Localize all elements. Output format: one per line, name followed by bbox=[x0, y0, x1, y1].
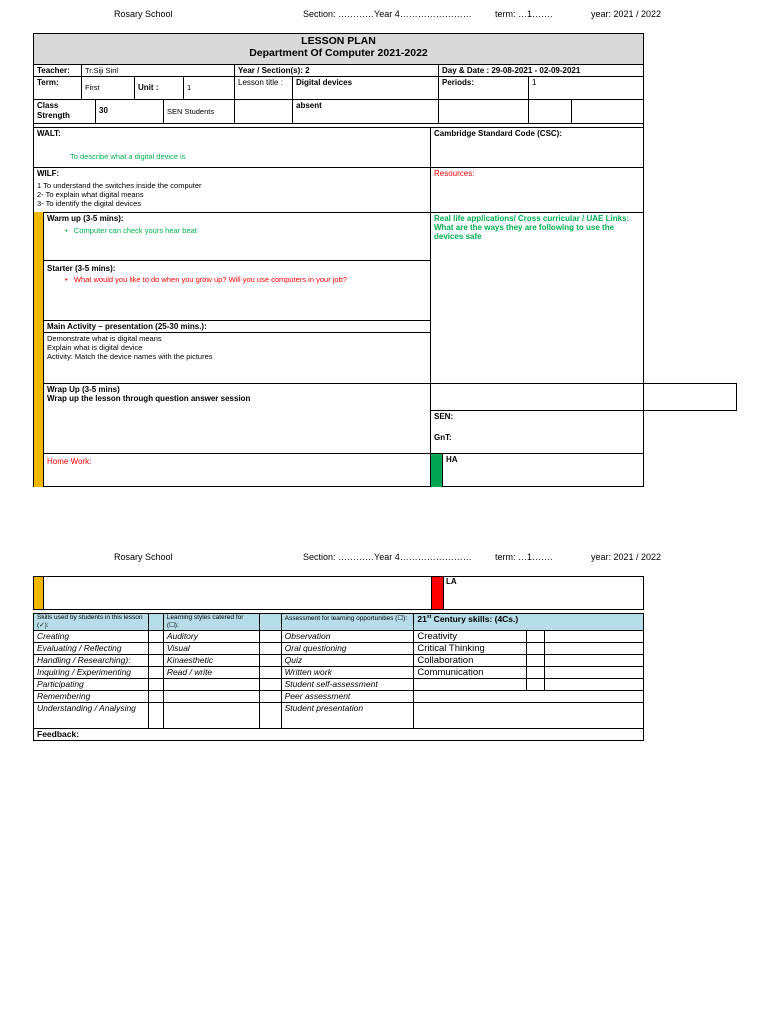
cskill-item bbox=[414, 691, 644, 703]
skill-checkbox[interactable] bbox=[148, 631, 163, 643]
styles-header: Learning styles catered for (☐): bbox=[163, 614, 259, 631]
homework-label: Home Work: bbox=[47, 457, 92, 466]
style-checkbox[interactable] bbox=[259, 631, 281, 643]
skill-checkbox[interactable] bbox=[148, 679, 163, 691]
skill-checkbox[interactable] bbox=[148, 667, 163, 679]
main-activity-item: Activity: Match the device names with the pictures bbox=[47, 352, 213, 361]
wilf-label: WILF: bbox=[37, 169, 60, 178]
wilf-item: 2- To explain what digital means bbox=[37, 190, 144, 199]
sen-label: SEN: bbox=[434, 412, 454, 421]
style-item: Kinaesthetic bbox=[163, 655, 259, 667]
gnt-label: GnT: bbox=[434, 433, 452, 442]
skill-checkbox[interactable] bbox=[148, 691, 163, 703]
department-title: Department Of Computer 2021-2022 bbox=[249, 47, 428, 59]
feedback-label: Feedback: bbox=[34, 729, 644, 741]
style-item: Visual bbox=[163, 643, 259, 655]
term-value: First bbox=[81, 76, 135, 100]
skills-header: Skills used by students in this lesson (✓): bbox=[34, 614, 149, 631]
cskill-item: Creativity bbox=[414, 631, 527, 643]
main-activity-label: Main Activity – presentation (25-30 mins.): bbox=[47, 322, 207, 331]
section-text: Section: …………Year 4…………………… bbox=[303, 552, 472, 562]
wrapup-value: Wrap up the lesson through question answer session bbox=[47, 394, 251, 403]
walt-label: WALT: bbox=[37, 129, 61, 138]
yellow-bar bbox=[34, 577, 44, 609]
skill-item: Participating bbox=[34, 679, 149, 691]
year-text: year: 2021 / 2022 bbox=[591, 552, 662, 562]
periods-value: 1 bbox=[528, 76, 644, 100]
warmup-cell: Warm up (3-5 mins): • Computer can check yours hear beat bbox=[43, 212, 431, 261]
style-item bbox=[163, 679, 259, 691]
unit-value: 1 bbox=[183, 76, 235, 100]
class-strength-label: Class Strength bbox=[33, 99, 96, 124]
assessment-item: Student presentation bbox=[281, 703, 414, 729]
warmup-item: Computer can check yours hear beat bbox=[73, 226, 197, 235]
starter-cell: Starter (3-5 mins): • What would you like to do when you grow up? Will you use computers in your job? bbox=[43, 260, 431, 321]
style-checkbox[interactable] bbox=[259, 667, 281, 679]
blank-cell bbox=[438, 99, 529, 124]
term-text: term: …1……. bbox=[495, 9, 553, 19]
real-life-cell bbox=[430, 212, 644, 384]
skill-checkbox[interactable] bbox=[148, 643, 163, 655]
style-checkbox[interactable] bbox=[259, 655, 281, 667]
cskill-item: Communication bbox=[414, 667, 527, 679]
walt-cell bbox=[33, 127, 431, 168]
section-text: Section: …………Year 4…………………… bbox=[303, 9, 472, 19]
ha-cell bbox=[442, 453, 644, 487]
class-strength-value: 30 bbox=[95, 99, 164, 124]
red-bar bbox=[431, 577, 444, 609]
teacher-value: Tr.Siji Siril bbox=[81, 64, 235, 77]
resources-label: Resources: bbox=[434, 169, 475, 178]
cskill-checkbox[interactable] bbox=[527, 679, 545, 691]
overflow-cell bbox=[643, 383, 737, 411]
lesson-title-value: Digital devices bbox=[292, 76, 439, 100]
cskill-checkbox[interactable] bbox=[527, 655, 545, 667]
cskill-checkbox[interactable] bbox=[527, 667, 545, 679]
la-row bbox=[33, 576, 644, 610]
skill-item: Inquiring / Experimenting bbox=[34, 667, 149, 679]
assessment-item: Oral questioning bbox=[281, 643, 414, 655]
teacher-label: Teacher: bbox=[33, 64, 82, 77]
blank-cell bbox=[430, 383, 644, 411]
wrapup-cell bbox=[43, 383, 431, 454]
skill-checkbox[interactable] bbox=[148, 655, 163, 667]
assessment-item: Quiz bbox=[281, 655, 414, 667]
term-label: Term: bbox=[33, 76, 82, 100]
year-section: Year / Section(s): 2 bbox=[234, 64, 439, 77]
day-date: Day & Date : 29-08-2021 - 02-09-2021 bbox=[438, 64, 644, 77]
assessment-item: Observation bbox=[281, 631, 414, 643]
assessment-header: Assessment for learning opportunities (☐): bbox=[281, 614, 414, 631]
assessment-item: Peer assessment bbox=[281, 691, 414, 703]
school-name: Rosary School bbox=[114, 9, 173, 19]
walt-value: To describe what a digital device is bbox=[70, 152, 186, 161]
wilf-item: 1 To understand the switches inside the computer bbox=[37, 181, 202, 190]
lesson-plan-title-block bbox=[34, 34, 643, 65]
periods-label: Periods: bbox=[438, 76, 529, 100]
unit-label: Unit : bbox=[134, 76, 184, 100]
sen-gnt-cell bbox=[430, 410, 644, 454]
ha-label: HA bbox=[446, 455, 458, 464]
cskill-checkbox[interactable] bbox=[527, 631, 545, 643]
absent-label: absent bbox=[292, 99, 439, 124]
blank-cell bbox=[571, 99, 644, 124]
skill-item: Handling / Researching): bbox=[34, 655, 149, 667]
skills-table bbox=[33, 613, 644, 741]
style-checkbox[interactable] bbox=[259, 703, 281, 729]
real-life-value: What are the ways they are following to use the devices safe bbox=[434, 223, 615, 241]
lesson-plan-title: LESSON PLAN bbox=[301, 35, 376, 47]
lesson-title-label: Lesson title : bbox=[234, 76, 293, 100]
cskill-item bbox=[414, 679, 527, 691]
style-checkbox[interactable] bbox=[259, 643, 281, 655]
real-life-label: Real life applications/ Cross curricular / UAE Links: bbox=[434, 214, 630, 223]
sen-students: SEN Students bbox=[163, 99, 235, 124]
skill-item: Creating bbox=[34, 631, 149, 643]
style-item: Auditory bbox=[163, 631, 259, 643]
skill-item: Evaluating / Reflecting bbox=[34, 643, 149, 655]
homework-cell bbox=[43, 453, 431, 487]
century-skills-header: 21st Century skills: (4Cs.) bbox=[414, 614, 644, 631]
wilf-cell bbox=[33, 167, 431, 213]
style-checkbox[interactable] bbox=[259, 679, 281, 691]
resources-cell bbox=[430, 167, 644, 213]
skill-item: Remembering bbox=[34, 691, 149, 703]
term-text: term: …1……. bbox=[495, 552, 553, 562]
skill-item: Understanding / Analysing bbox=[34, 703, 149, 729]
csc-cell bbox=[430, 127, 644, 168]
assessment-item: Student self-assessment bbox=[281, 679, 414, 691]
main-activity-item: Demonstrate what is digital means bbox=[47, 334, 162, 343]
wilf-item: 3- To identify the digital devices bbox=[37, 199, 142, 208]
wrapup-label: Wrap Up (3-5 mins) bbox=[47, 385, 120, 394]
style-item: Read / write bbox=[163, 667, 259, 679]
starter-label: Starter (3-5 mins): bbox=[47, 264, 116, 273]
main-activity-cell bbox=[43, 332, 431, 384]
la-label: LA bbox=[446, 577, 457, 586]
style-item bbox=[163, 703, 259, 729]
blank-cell bbox=[234, 99, 293, 124]
skill-checkbox[interactable] bbox=[148, 703, 163, 729]
year-text: year: 2021 / 2022 bbox=[591, 9, 662, 19]
cskill-checkbox[interactable] bbox=[527, 643, 545, 655]
csc-label: Cambridge Standard Code (CSC): bbox=[434, 129, 563, 138]
assessment-item: Written work bbox=[281, 667, 414, 679]
cskill-item bbox=[414, 703, 644, 729]
blank-cell bbox=[528, 99, 572, 124]
starter-item: What would you like to do when you grow up? Will you use computers in your job? bbox=[73, 275, 347, 284]
style-checkbox[interactable] bbox=[259, 691, 281, 703]
style-item bbox=[163, 691, 259, 703]
cskill-item: Collaboration bbox=[414, 655, 527, 667]
school-name: Rosary School bbox=[114, 552, 173, 562]
warmup-label: Warm up (3-5 mins): bbox=[47, 214, 124, 223]
cskill-item: Critical Thinking bbox=[414, 643, 527, 655]
main-activity-item: Explain what is digital device bbox=[47, 343, 143, 352]
